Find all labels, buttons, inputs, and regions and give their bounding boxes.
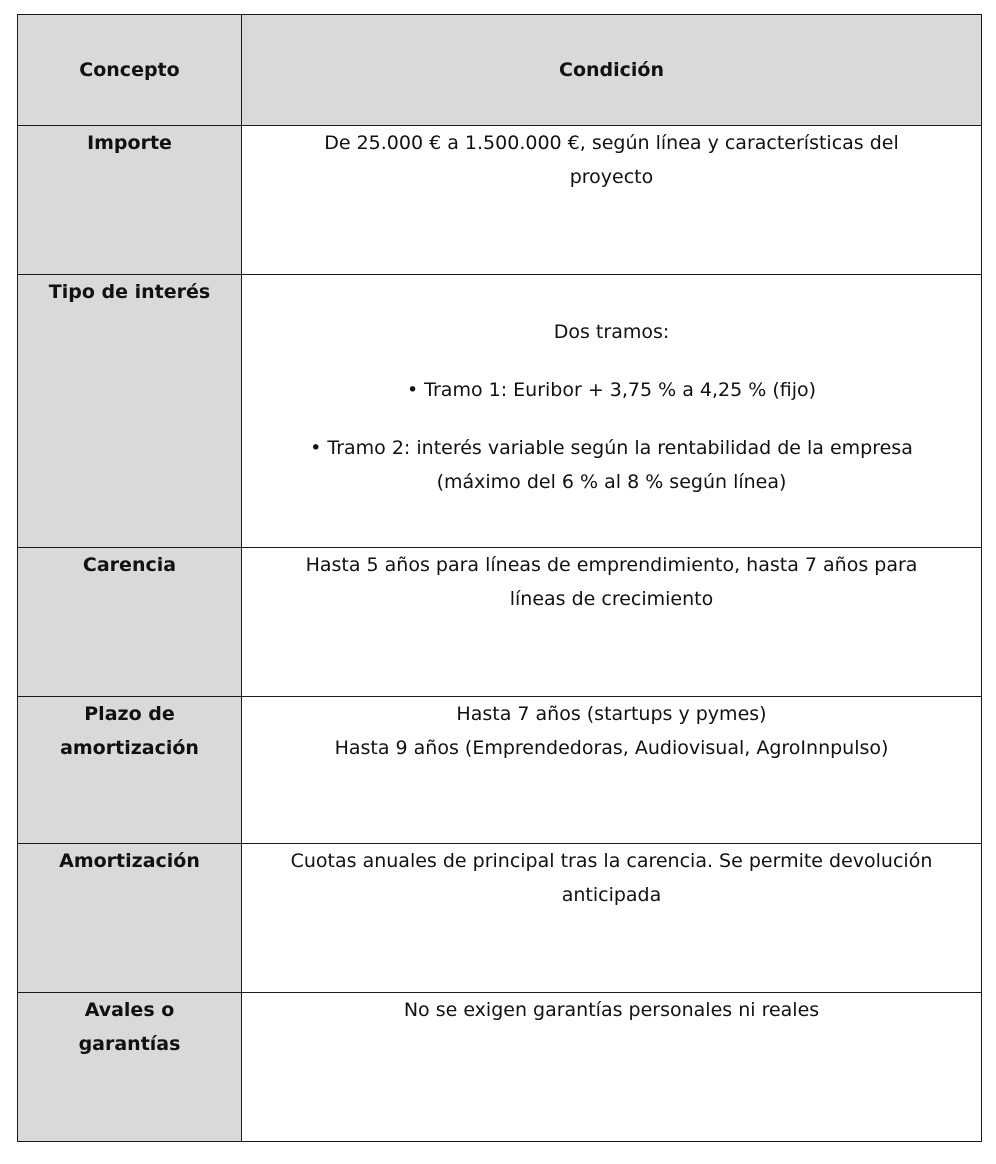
row-label-avales-garantias [18,993,242,1142]
row-label-line: amortización [60,737,199,759]
value-line: anticipada [561,884,662,906]
row-label-text: Tipo de interés [48,281,211,303]
bullet-tramo-2: • Tramo 2: interés variable según la rentabilidad de la empresa [310,437,913,459]
row-value-amortizacion [242,844,982,993]
row-label-text: Carencia [82,554,177,576]
header-row [18,15,982,126]
row-label-amortizacion [18,844,242,993]
value-line: líneas de crecimiento [509,588,714,610]
value-line: Hasta 5 años para líneas de emprendimiento, hasta 7 años para [305,554,918,576]
value-intro: Dos tramos: [553,321,670,343]
row-label-text: Importe [87,132,172,154]
header-concept: Concepto [18,15,242,126]
row-label-carencia [18,548,242,697]
value-line: De 25.000 € a 1.500.000 €, según línea y características del [324,132,899,154]
table-row [18,993,982,1142]
value-line: Hasta 7 años (startups y pymes) [456,703,767,725]
bullet-tramo-1: • Tramo 1: Euribor + 3,75 % a 4,25 % (fijo) [406,379,817,401]
row-label-importe [18,126,242,275]
row-label-line: Avales o [84,999,175,1021]
value-line: Hasta 9 años (Emprendedoras, Audiovisual, AgroInnpulso) [334,737,889,759]
row-value-plazo-amortizacion [242,697,982,844]
row-label-tipo-interes [18,275,242,548]
row-label-plazo-amortizacion [18,697,242,844]
table-row [18,697,982,844]
value-line: Cuotas anuales de principal tras la carencia. Se permite devolución [290,850,933,872]
row-value-tipo-interes [242,275,982,548]
value-line: proyecto [569,166,654,188]
table-row [18,548,982,697]
table-row [18,275,982,548]
row-label-line: garantías [78,1033,181,1055]
row-value-importe [242,126,982,275]
row-value-avales-garantias [242,993,982,1142]
conditions-table [17,14,982,1142]
row-label-line: Plazo de [84,703,175,725]
value-line: No se exigen garantías personales ni reales [403,999,820,1021]
table-row [18,126,982,275]
row-value-carencia [242,548,982,697]
header-condition: Condición [242,15,982,126]
bullet-tramo-2-cont: (máximo del 6 % al 8 % según línea) [436,471,787,493]
row-label-text: Amortización [59,850,200,872]
table-row [18,844,982,993]
